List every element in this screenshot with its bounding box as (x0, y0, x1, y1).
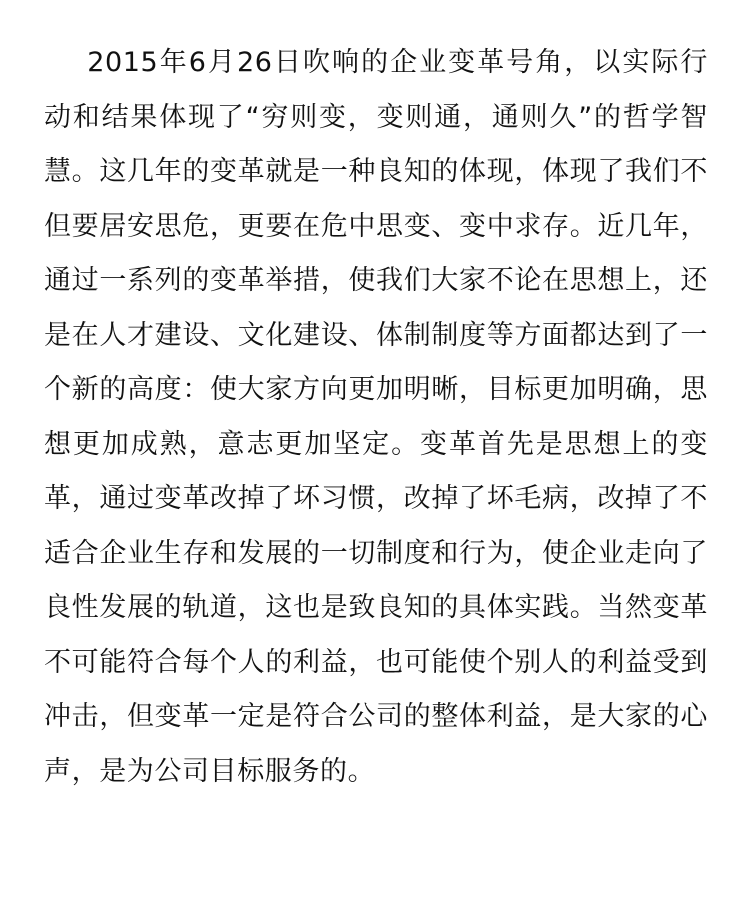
document-page (44, 36, 708, 799)
body-paragraph: 2015年6月26日吹响的企业变革号角，以实际行动和结果体现了“穷则变，变则通，通则久”的哲学智慧。这几年的变革就是一种良知的体现，体现了我们不但要居安思危，更要在危中思变、变中求存。近几年，通过一系列的变革举措，使我们大家不论在思想上，还是在人才建设、文化建设、体制制度等方面都达到了一个新的高度：使大家方向更加明晰，目标更加明确，思想更加成熟，意志更加坚定。变革首先是思想上的变革，通过变革改掉了坏习惯，改掉了坏毛病，改掉了不适合企业生存和发展的一切制度和行为，使企业走向了良性发展的轨道，这也是致良知的具体实践。当然变革不可能符合每个人的利益，也可能使个别人的利益受到冲击，但变革一定是符合公司的整体利益，是大家的心声，是为公司目标服务的。 (44, 47, 708, 787)
